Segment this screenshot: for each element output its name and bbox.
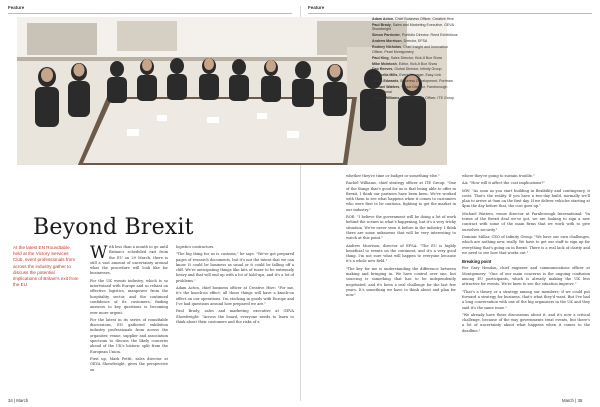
body-paragraph: With less than a month to go until Britain's scheduled exit from the EU on 29 March, there is still a vast amount of uncertainty around what the procedure will look like for businesses. <box>90 245 168 276</box>
body-paragraph: First up, Mark Pettit, sales director at GEVA Showfreight, gives the perspective on <box>90 356 168 372</box>
header-rule-left <box>8 13 292 14</box>
body-paragraph: whether they're time or budget or something else." <box>346 174 440 178</box>
body-paragraph: Andrew Morrison, director of EFSA: "The EU is highly beneficial to events on the continent, and it's a very good thing. I'm not sure what will happen to everyone because it's a whole new field." <box>346 243 456 264</box>
running-head-right: Feature <box>308 5 325 10</box>
body-paragraph: For Gary Hendon, chief engineer and communications officer at Montgomery: "One of our main concerns is the ongoing confusion among EU participants, which is already making the UK less attractive for events. We're keen to see the situation improve." <box>462 266 590 287</box>
body-paragraph: Paul Brady, sales and marketing executive at GEVA Showfreight: "Across the board, everyone needs to learn to think about their customers and the risks of a <box>176 309 294 324</box>
body-paragraph: Adam Acton, chief business officer at Creative Hive: "For me, it's the knock-on effect; all those things will have a knock-on effect on our operations. I'm stocking in goods with Europe and I've had questions around how prepared we are." <box>176 286 294 306</box>
section-subhead: Breaking point <box>462 259 492 265</box>
body-paragraph: Michael Watters, venue director at Farnborough International: "In terms of the Brexit deal we've got, we are looking to sign a new contract with some of the main firms that we work with to give ourselves security." <box>462 211 590 232</box>
body-column-3 <box>346 174 456 394</box>
attendee: Michael Watters, Venue Director, Farnborough International <box>372 85 448 94</box>
header-rule-right <box>308 13 592 14</box>
attendee: Rachel Williams, Chief Strategy Officer, ITE Group <box>372 95 455 100</box>
body-paragraph: AA: "How will it affect the cost implications?" <box>462 181 545 186</box>
attendee: Adam Acton, Chief Business Officer, Creative Hive <box>372 17 454 21</box>
standfirst: At the latest EN Roundtable, held at the Victory Services Club, event professionals from across the industry gather to discuss the potential implications of Britain's exit from the EU <box>13 245 79 288</box>
body-paragraph: Dominic Millar, CEO of Infinity Group: "We have our own challenges, which are nothing new, really. We have to get our staff to sign up for everything that's going on in Brexit. There is a real lack of clarity and we need to see how that works out." <box>462 234 590 255</box>
drop-cap: W <box>90 245 108 263</box>
body-paragraph: where they're going to sustain trouble." <box>462 174 535 178</box>
attendee: Dan Reeves, Global Director, Infinity Group <box>372 67 442 72</box>
body-paragraph: For the latest in its series of roundtable discussions, EN gathered exhibition industry professionals from across the organiser, venue, supplier and association spectrum to discuss the likely concerns ahead of the UK's historic split from the European Union. <box>90 317 168 354</box>
body-paragraph: For the UK events industry, which is so intertwined with Europe and so reliant on effective logistics, manpower from the hospitality sector, and the continued confidence of its customers, finding answers to key questions is becoming ever more urgent. <box>90 278 168 315</box>
attendee: Antonella Mills, Event Manager, Easy Link <box>372 73 442 78</box>
body-paragraph: "The big thing for us is customs," he says. "We've got prepared pages of research documents, but it's not the intent that we can know. It could be business as usual or it could be falling off a cliff. We're anticipating things like kits of tuner to be extremely heavy and that will end up with a lot of hold-ups, and it's a lot of problems." <box>176 252 294 283</box>
body-paragraph: MW: "As soon as you start building in flexibility and contingency, it costs. That's the reality. If you have a two-day build, normally we'll plan to arrive at 9am on the first day. If we deliver vehicles starting at 4pm the day before that, the cost goes up." <box>462 188 590 209</box>
attendee-list <box>372 17 460 101</box>
article-title: Beyond Brexit <box>33 215 194 240</box>
body-column-2 <box>176 245 294 395</box>
body-paragraph: "That's a theory or a strategy among our members; if we could put forward a strategy for business, that's what they'd want. But I've had a long conversation with one of the big organisers in the UK and they said it's the same issue." <box>462 289 590 310</box>
attendee: Andrew Morrison, Director, EFSA <box>372 39 428 44</box>
body-paragraph: Rachel Williams, chief strategy officer at ITE Group: "One of the things that's good for us is that being able to offer in Brexit, I think our partners have been keen. We've worked with them to see what happens when it comes to customers who were first to be cautious, fighting to get the market in our industry." <box>346 181 456 212</box>
body-paragraph: "The key for me is understanding the difference between making and bringing in. We have control over one, but sourcing is something that has to be independently negotiated, and it's been a real challenge for the last few years. It's something we have to think about and plan for now." <box>346 266 456 298</box>
page-number-left: 34 | March <box>8 398 29 403</box>
body-paragraph: logistics contractors. <box>176 245 215 249</box>
attendee: Paul King, Sales Director, Kick-It Box Show <box>372 55 443 60</box>
attendee: Paul Brady, Sales and Marketing Executive, GEVA Showfreight <box>372 22 454 32</box>
attendee: Rodney Nicholas, Chief Insight and Innovation Officer, Pearl Montgomery <box>372 45 448 54</box>
attendee: Simon Parrinder, Portfolio Director, Reed Exhibitions <box>372 33 458 38</box>
body-column-4 <box>462 174 590 394</box>
body-paragraph: ROE: "I believe the government will be doing a lot of work behind the scenes in what's happening, but it's a very tricky situation. We've never seen it before in the industry. I think there are some unknowns that will be very interesting to watch at this point." <box>346 215 456 241</box>
running-head-left: Feature <box>8 5 25 10</box>
page-number-right: March | 35 <box>562 398 583 403</box>
body-column-1 <box>90 245 168 395</box>
body-paragraph: "We already have these discussions about it, and it's now a critical challenge, because of the way governments treat events, but there's a lot of uncertainty about what happens when it comes to the deadline." <box>462 312 590 333</box>
attendee: Jason Edwards, Business Development, Portman <box>372 79 453 84</box>
attendee: Mike McIntosh, Editor, Kick-It Box Show <box>372 61 438 66</box>
